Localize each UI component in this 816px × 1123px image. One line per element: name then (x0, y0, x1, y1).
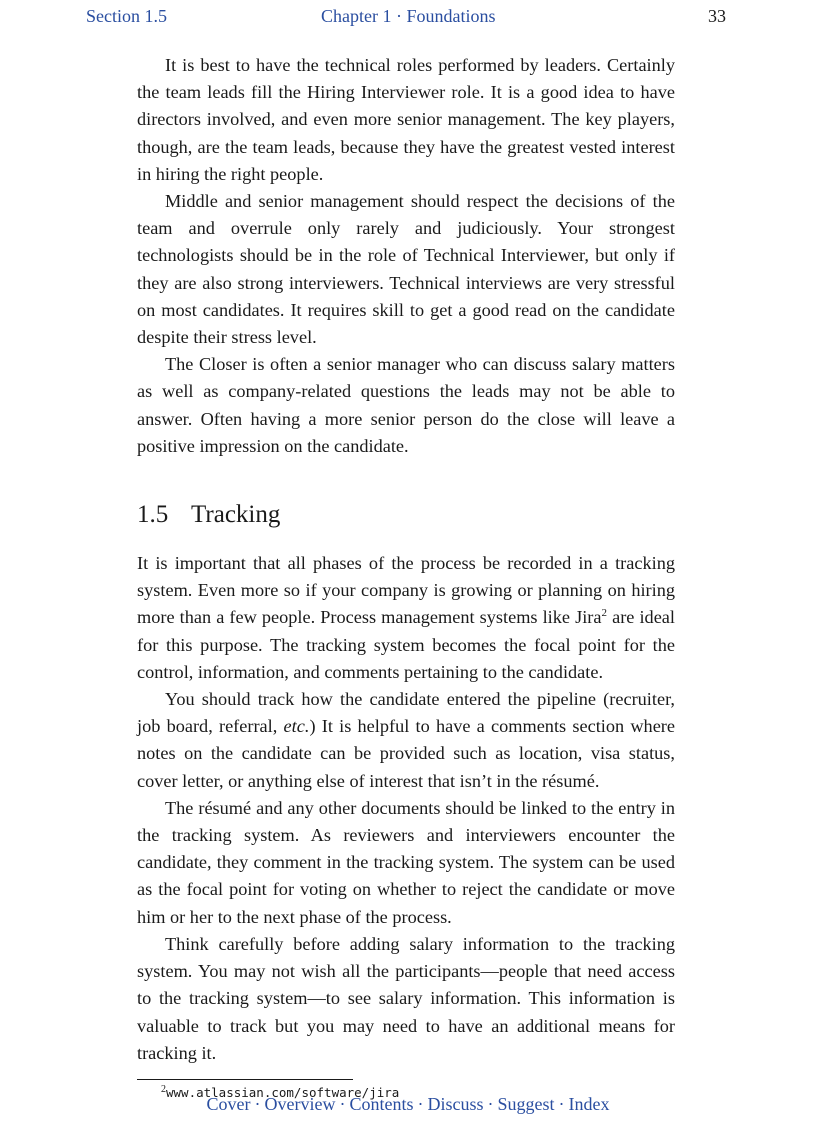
paragraph: It is best to have the technical roles performed by leaders. Certainly the team leads fill the Hiring Interviewer role. It is a good idea to have directors involved, and even more senior management. The key players, though, are the team leads, because they have the greatest vested interest in hiring the right people. (137, 55, 675, 184)
paragraph-text: It is important that all phases of the process be recorded in a tracking system. Even more so if your company is growing or planning on hiring more than a few people. Process management systems like Jira (137, 553, 675, 628)
nav-separator: · (417, 1094, 424, 1114)
section-title: Tracking (191, 501, 281, 529)
paragraph: The Closer is often a senior manager who can discuss salary matters as well as company-related questions the leads may not be able to answer. Often having a more senior person do the close will leave a positive impression on the candidate. (137, 354, 675, 456)
chapter-link[interactable]: Chapter 1 · Foundations (321, 6, 496, 26)
page-body (137, 52, 675, 1102)
footnote-divider (137, 1079, 353, 1080)
footnote-ref-link[interactable]: 2 (601, 607, 607, 620)
nav-cover-link[interactable]: Cover (206, 1094, 251, 1114)
section-number: 1.5 (137, 501, 169, 529)
paragraph: The résumé and any other documents should be linked to the entry in the tracking system. As reviewers and interviewers encounter the candidate, they comment in the tracking system. The system can be used as the focal point for voting on whether to reject the candidate or move him or her to the next phase of the process. (137, 797, 675, 927)
paragraph (137, 550, 675, 686)
paragraph (137, 686, 675, 795)
running-header (86, 5, 726, 29)
nav-contents-link[interactable]: Contents (349, 1094, 414, 1114)
section-link[interactable]: Section 1.5 (86, 6, 167, 26)
nav-separator: · (339, 1094, 346, 1114)
emphasis-text: etc. (283, 716, 310, 737)
bottom-navigation (0, 1092, 816, 1116)
footnote-url: www.atlassian.com/software/jira (166, 1084, 400, 1100)
paragraph-text: You should track how the candidate entered the pipeline (recruiter, job board, referral, (137, 689, 675, 737)
nav-suggest-link[interactable]: Suggest (497, 1094, 555, 1114)
page-number: 33 (708, 6, 726, 26)
nav-separator: · (558, 1094, 565, 1114)
paragraph-text: ) It is helpful to have a comments section where notes on the candidate can be provided such as location, visa status, cover letter, or anything else of interest that isn’t in the résumé. (137, 716, 676, 791)
nav-overview-link[interactable]: Overview (264, 1094, 336, 1114)
nav-index-link[interactable]: Index (568, 1094, 610, 1114)
paragraph: Think carefully before adding salary information to the tracking system. You may not wish all the participants—people that need access to the tracking system—to see salary information. This information is valuable to track but you may need to have an additional means for tracking it. (137, 933, 675, 1063)
nav-separator: · (487, 1094, 494, 1114)
nav-discuss-link[interactable]: Discuss (427, 1094, 484, 1114)
paragraph: Middle and senior management should respect the decisions of the team and overrule only rarely and judiciously. Your strongest technologists should be in the role of Technical Interviewer, but only if they are also strong interviewers. Technical interviews are very stressful on most candidates. It requires skill to get a good read on the candidate despite their stress level. (137, 191, 675, 348)
footnote-marker: 2 (161, 1083, 166, 1095)
paragraph-text: are ideal for this purpose. The tracking system becomes the focal point for the control, information, and comments pertaining to the candidate. (137, 607, 675, 682)
nav-separator: · (254, 1094, 261, 1114)
section-heading (137, 498, 675, 532)
